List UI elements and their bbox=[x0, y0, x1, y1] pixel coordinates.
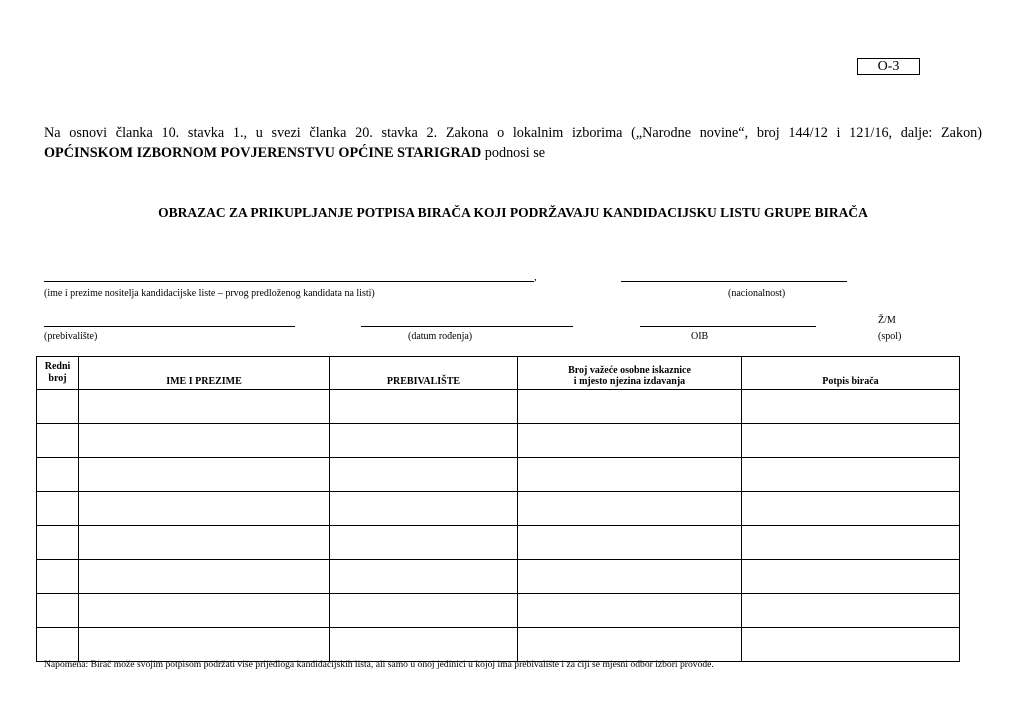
cell-residence[interactable] bbox=[330, 526, 518, 560]
cell-residence[interactable] bbox=[330, 424, 518, 458]
cell-number[interactable] bbox=[37, 526, 79, 560]
cell-residence[interactable] bbox=[330, 492, 518, 526]
holder-name-line[interactable] bbox=[44, 281, 534, 282]
cell-id-document[interactable] bbox=[518, 424, 742, 458]
cell-signature[interactable] bbox=[742, 560, 960, 594]
residence-line[interactable] bbox=[44, 326, 295, 327]
cell-name[interactable] bbox=[79, 628, 330, 662]
col-header-name: IME I PREZIME bbox=[79, 357, 330, 390]
oib-line[interactable] bbox=[640, 326, 816, 327]
residence-label: (prebivalište) bbox=[44, 331, 98, 342]
cell-number[interactable] bbox=[37, 458, 79, 492]
cell-signature[interactable] bbox=[742, 424, 960, 458]
col-header-id-line1: Broj važeće osobne iskaznice bbox=[568, 365, 691, 376]
nationality-label: (nacionalnost) bbox=[728, 288, 786, 299]
intro-line-recipient bbox=[44, 143, 982, 163]
table-row bbox=[37, 458, 960, 492]
cell-name[interactable] bbox=[79, 492, 330, 526]
holder-name-label: (ime i prezime nositelja kandidacijske liste – prvog predloženog kandidata na listi) bbox=[44, 288, 375, 299]
col-header-id-line2: i mjesto njezina izdavanja bbox=[573, 376, 686, 387]
form-title: OBRAZAC ZA PRIKUPLJANJE POTPISA BIRAČA KOJI PODRŽAVAJU KANDIDACIJSKU LISTU GRUPE BIRAČA bbox=[158, 205, 868, 220]
cell-id-document[interactable] bbox=[518, 594, 742, 628]
table-row bbox=[37, 628, 960, 662]
table-row bbox=[37, 594, 960, 628]
signature-table-body bbox=[37, 390, 960, 662]
cell-name[interactable] bbox=[79, 594, 330, 628]
intro-paragraph bbox=[44, 123, 982, 163]
col-header-signature: Potpis birača bbox=[742, 357, 960, 390]
cell-number[interactable] bbox=[37, 560, 79, 594]
table-header-row bbox=[37, 357, 960, 390]
footnote: Napomena: Birač može svojim potpisom podržati više prijedloga kandidacijskih lista, ali samo u onoj jedinici u kojoj ima prebivalište i za čiji se mjesni odbor izbori provode. bbox=[44, 659, 714, 670]
sex-label: (spol) bbox=[878, 331, 902, 342]
cell-residence[interactable] bbox=[330, 628, 518, 662]
cell-id-document[interactable] bbox=[518, 390, 742, 424]
table-row bbox=[37, 560, 960, 594]
cell-name[interactable] bbox=[79, 458, 330, 492]
table-row bbox=[37, 424, 960, 458]
cell-residence[interactable] bbox=[330, 560, 518, 594]
intro-line-suffix: podnosi se bbox=[481, 145, 546, 161]
cell-name[interactable] bbox=[79, 560, 330, 594]
table-row bbox=[37, 526, 960, 560]
cell-signature[interactable] bbox=[742, 628, 960, 662]
cell-name[interactable] bbox=[79, 526, 330, 560]
cell-number[interactable] bbox=[37, 492, 79, 526]
cell-number[interactable] bbox=[37, 594, 79, 628]
cell-id-document[interactable] bbox=[518, 492, 742, 526]
cell-number[interactable] bbox=[37, 424, 79, 458]
cell-signature[interactable] bbox=[742, 492, 960, 526]
col-header-number-line2: broj bbox=[48, 373, 67, 384]
cell-id-document[interactable] bbox=[518, 526, 742, 560]
cell-id-document[interactable] bbox=[518, 628, 742, 662]
birthdate-line[interactable] bbox=[361, 326, 573, 327]
cell-residence[interactable] bbox=[330, 458, 518, 492]
signature-table bbox=[36, 356, 960, 662]
table-row bbox=[37, 390, 960, 424]
col-header-id-document bbox=[518, 357, 742, 390]
cell-id-document[interactable] bbox=[518, 560, 742, 594]
cell-name[interactable] bbox=[79, 424, 330, 458]
cell-signature[interactable] bbox=[742, 526, 960, 560]
col-header-number-line1: Redni bbox=[44, 361, 71, 372]
col-header-number bbox=[37, 357, 79, 390]
form-code-box: O-3 bbox=[857, 58, 920, 75]
cell-signature[interactable] bbox=[742, 390, 960, 424]
intro-line-legal-basis: Na osnovi članka 10. stavka 1., u svezi članka 20. stavka 2. Zakona o lokalnim izborima („Narodne novine“, broj 144/12 i 121/16, dalje: Zakon) bbox=[44, 125, 982, 141]
cell-number[interactable] bbox=[37, 390, 79, 424]
cell-number[interactable] bbox=[37, 628, 79, 662]
cell-signature[interactable] bbox=[742, 458, 960, 492]
holder-comma: , bbox=[534, 271, 537, 283]
oib-label: OIB bbox=[691, 331, 709, 342]
cell-residence[interactable] bbox=[330, 594, 518, 628]
cell-residence[interactable] bbox=[330, 390, 518, 424]
table-row bbox=[37, 492, 960, 526]
recipient-name: OPĆINSKOM IZBORNOM POVJERENSTVU OPĆINE STARIGRAD bbox=[44, 145, 482, 161]
nationality-line[interactable] bbox=[621, 281, 847, 282]
cell-name[interactable] bbox=[79, 390, 330, 424]
cell-id-document[interactable] bbox=[518, 458, 742, 492]
birthdate-label: (datum rođenja) bbox=[408, 331, 473, 342]
col-header-residence: PREBIVALIŠTE bbox=[330, 357, 518, 390]
cell-signature[interactable] bbox=[742, 594, 960, 628]
sex-value: Ž/M bbox=[878, 315, 896, 326]
